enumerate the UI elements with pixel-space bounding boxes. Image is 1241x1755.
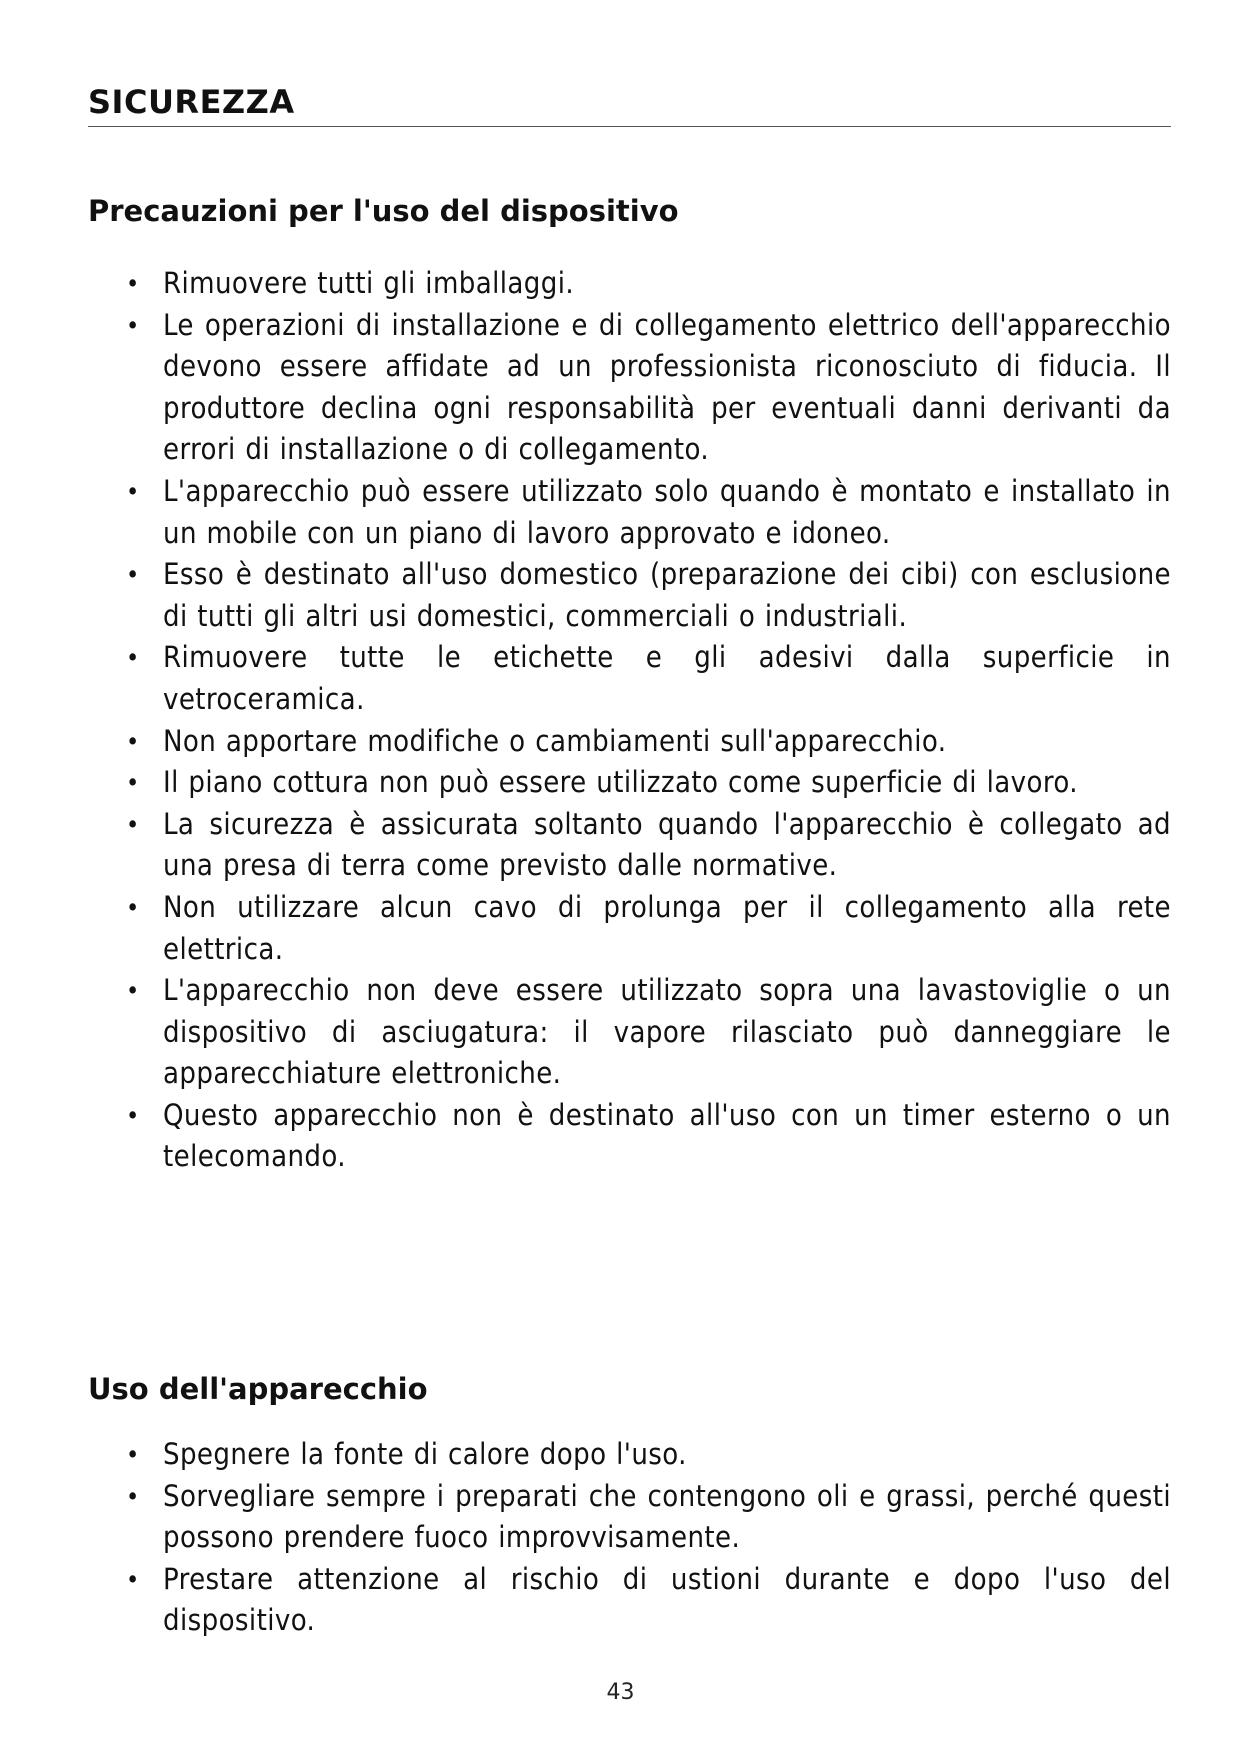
bullet-list [88, 1434, 1171, 1642]
bullet-icon: • [126, 643, 140, 673]
section-heading: Uso dell'apparecchio [88, 1372, 428, 1406]
list-item [126, 1434, 1171, 1476]
bullet-icon: • [126, 1564, 140, 1594]
bullet-icon: • [126, 560, 140, 590]
list-item [126, 887, 1171, 970]
page-number: 43 [606, 1680, 635, 1705]
list-item [126, 637, 1171, 720]
bullet-icon: • [126, 476, 140, 506]
list-item-text: L'apparecchio può essere utilizzato solo quando è montato e installato in un mobile con un piano di lavoro approvato e idoneo. [163, 473, 1171, 550]
list-item-text: Questo apparecchio non è destinato all'uso con un timer esterno o un telecomando. [163, 1097, 1171, 1174]
list-item-text: L'apparecchio non deve essere utilizzato sopra una lavastoviglie o un dispositivo di asciugatura: il vapore rilasciato può danneggiare le apparecchiature elettroniche. [163, 973, 1171, 1091]
bullet-list [88, 263, 1171, 1178]
bullet-icon: • [126, 310, 140, 340]
section-heading: Precauzioni per l'uso del dispositivo [88, 194, 679, 228]
list-item-text: Rimuovere tutti gli imballaggi. [163, 266, 575, 300]
section-usage [88, 1368, 1171, 1642]
list-item-text: Non apportare modifiche o cambiamenti sull'apparecchio. [163, 723, 947, 758]
bullet-icon: • [126, 269, 140, 298]
list-item-text: Le operazioni di installazione e di collegamento elettrico dell'apparecchio devono essere affidate ad un professionista riconosciuto di fiducia. Il produttore declina ogni responsabilità per eventuali danni derivanti da errori di installazione o di collegamento. [163, 307, 1171, 467]
list-item-text: Il piano cottura non può essere utilizzato come superficie di lavoro. [163, 765, 1078, 800]
bullet-icon: • [126, 768, 140, 798]
list-item [126, 762, 1171, 804]
list-item-text: Spegnere la fonte di calore dopo l'uso. [163, 1437, 687, 1471]
list-item [126, 804, 1171, 887]
list-item-text: Prestare attenzione al rischio di ustioni durante e dopo l'uso del dispositivo. [163, 1561, 1171, 1638]
bullet-icon: • [126, 1440, 140, 1469]
bullet-icon: • [126, 809, 140, 839]
list-item-text: Sorvegliare sempre i preparati che contengono oli e grassi, perché questi possono prendere fuoco improvvisamente. [163, 1478, 1171, 1555]
list-item-text: La sicurezza è assicurata soltanto quando l'apparecchio è collegato ad una presa di terra come previsto dalle normative. [163, 806, 1171, 883]
bullet-icon: • [126, 892, 140, 922]
list-item [126, 1559, 1171, 1642]
list-item-text: Esso è destinato all'uso domestico (preparazione dei cibi) con esclusione di tutti gli altri usi domestici, commerciali o industriali. [163, 557, 1171, 633]
page-title: SICUREZZA [88, 83, 295, 121]
bullet-icon: • [126, 976, 140, 1006]
list-item-text: Non utilizzare alcun cavo di prolunga per il collegamento alla rete elettrica. [163, 889, 1171, 966]
list-item [126, 554, 1171, 637]
list-item [126, 1476, 1171, 1559]
list-item [126, 305, 1171, 471]
page-header [88, 82, 1171, 127]
list-item [126, 471, 1171, 554]
bullet-icon: • [126, 1100, 140, 1130]
list-item [126, 1095, 1171, 1178]
list-item [126, 970, 1171, 1095]
list-item [126, 721, 1171, 763]
bullet-icon: • [126, 1481, 140, 1511]
bullet-icon: • [126, 726, 140, 756]
list-item-text: Rimuovere tutte le etichette e gli adesivi dalla superficie in vetroceramica. [163, 640, 1171, 716]
section-precautions [88, 190, 1171, 1178]
list-item [126, 263, 1171, 305]
